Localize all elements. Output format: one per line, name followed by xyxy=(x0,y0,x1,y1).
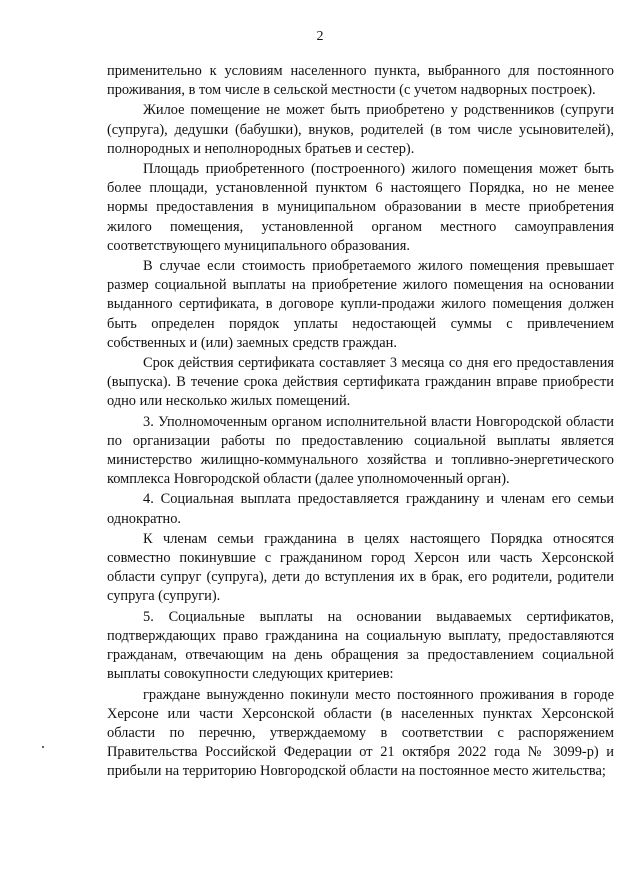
paragraph-area-requirement: Площадь приобретенного (построенного) жилого помещения может быть более площади, установленной пунктом 6 настоящего Порядка, но не менее нормы предоставления в муниципальном образовании в месте приобретения жилого помещения, установленной органом местного самоуправления соответствующего муниципального образования. xyxy=(107,161,614,254)
paragraph-continuation: применительно к условиям населенного пункта, выбранного для постоянного проживания, в том числе в сельской местности (с учетом надворных построек). xyxy=(107,63,614,99)
paragraph-family-members: К членам семьи гражданина в целях настоящего Порядка относятся совместно покинувшие с гражданином город Херсон или часть Херсонской области супруг (супруга), дети до вступления их в брак, его родители, родители супруга (супруги). xyxy=(107,530,614,605)
paragraph-certificate-validity: Срок действия сертификата составляет 3 месяца со дня его предоставления (выпуска). В течение срока действия сертификата гражданин вправе приобрести одно или несколько жилых помещений. xyxy=(107,355,614,410)
paragraph-relatives-restriction: Жилое помещение не может быть приобретено у родственников (супруги (супруга), дедушки (бабушки), внуков, родителей (в том числе усыновителей), полнородных и неполнородных братьев и сестер). xyxy=(107,102,614,157)
paragraph-clause-4: 4. Социальная выплата предоставляется гражданину и членам его семьи однократно. xyxy=(107,491,614,527)
margin-dot xyxy=(42,746,44,748)
paragraph-criterion-1: граждане вынужденно покинули место постоянного проживания в городе Херсоне или части Херсонской области (в населенных пунктах Херсонской области по перечню, утверждаемому в соответствии с распоряжением Правительства Российской Федерации от 21 октября 2022 года № 3099-р) и прибыли на территорию Новгородской области на постоянное место жительства; xyxy=(107,686,614,780)
document-body xyxy=(107,62,614,783)
paragraph-cost-exceeds: В случае если стоимость приобретаемого жилого помещения превышает размер социальной выплаты на приобретение жилого помещения на основании выданного сертификата, в договоре купли-продажи жилого помещения должен быть определен порядок уплаты недостающей суммы с привлечением собственных и (или) заемных средств граждан. xyxy=(107,258,614,351)
page-number: 2 xyxy=(316,29,324,44)
paragraph-clause-5: 5. Социальные выплаты на основании выдаваемых сертификатов, подтверждающих право гражданина на социальную выплату, предоставляются гражданам, отвечающим на день обращения за предоставлением социальной выплаты совокупности следующих критериев: xyxy=(107,608,614,683)
paragraph-clause-3: 3. Уполномоченным органом исполнительной власти Новгородской области по организации работы по предоставлению социальной выплаты является министерство жилищно-коммунального хозяйства и топливно-энергетического комплекса Новгородской области (далее уполномоченный орган). xyxy=(107,413,614,488)
